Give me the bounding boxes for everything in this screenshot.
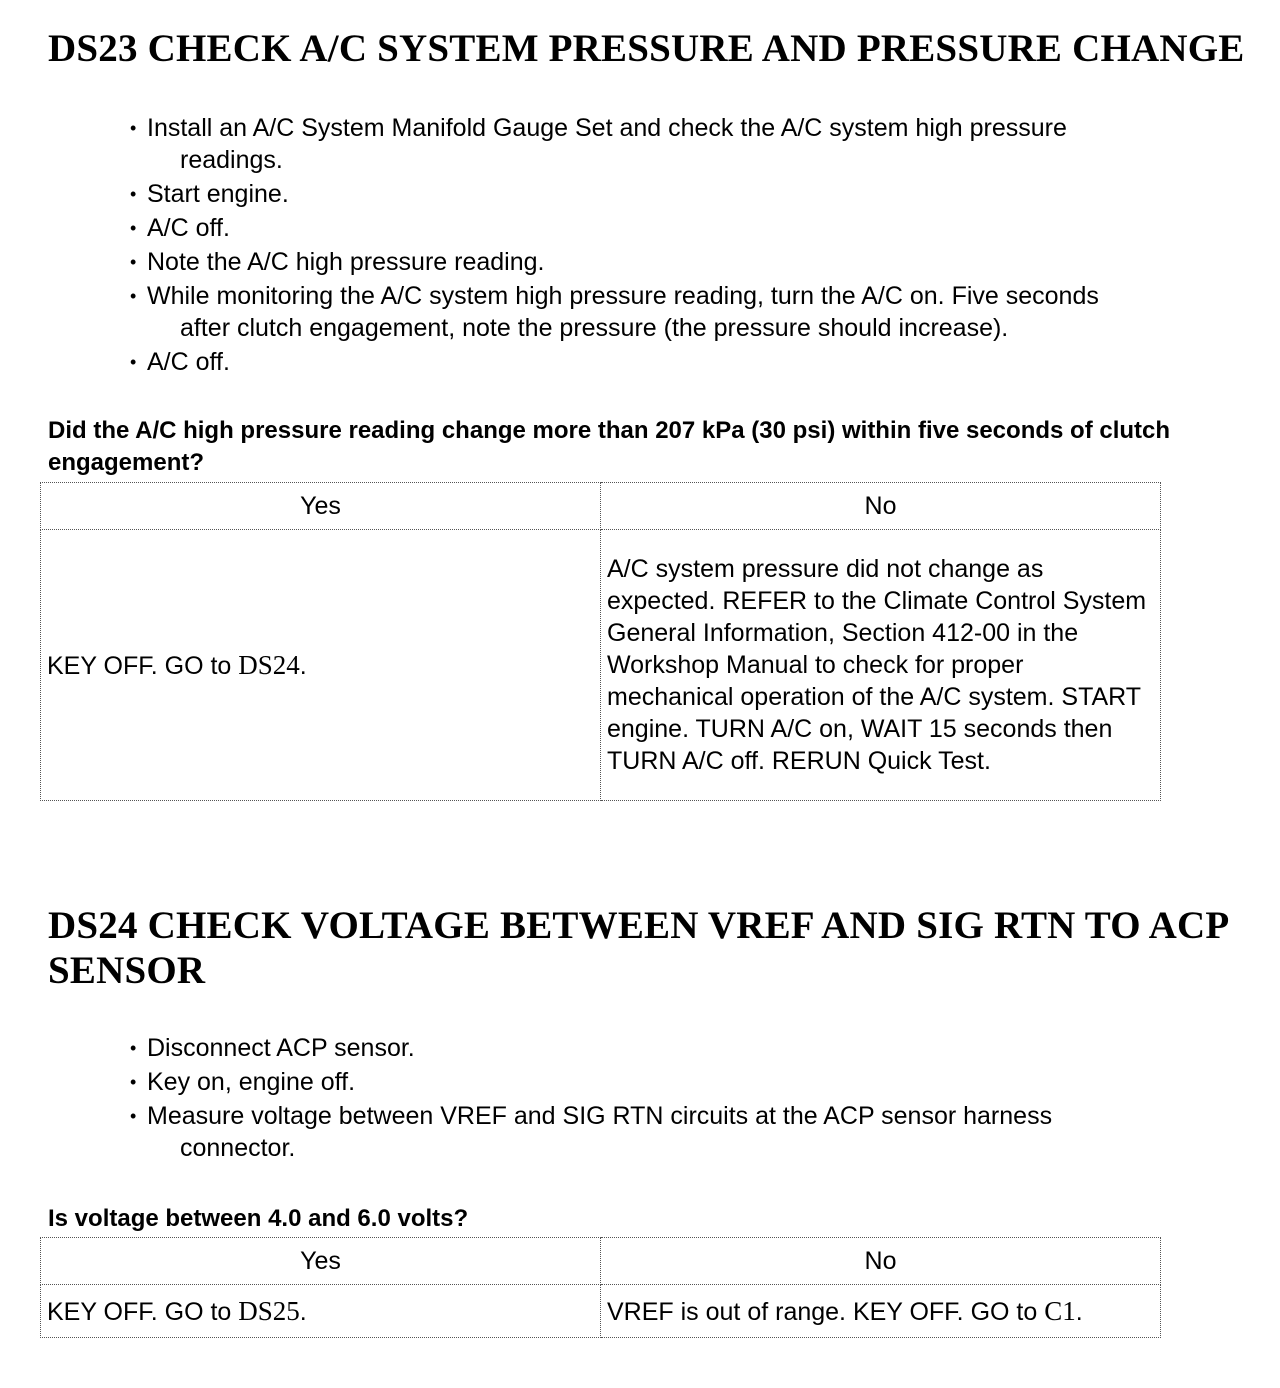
table-row xyxy=(41,1285,1161,1338)
ds24-section xyxy=(48,903,1248,1343)
ds24-steps-list xyxy=(130,1032,1240,1164)
yes-header: Yes xyxy=(41,483,601,530)
ds24-title: DS24 CHECK VOLTAGE BETWEEN VREF AND SIG RTN TO ACP SENSOR xyxy=(48,904,1228,992)
bullet-icon: • xyxy=(130,218,137,238)
ds23-steps-list xyxy=(130,112,1240,378)
yes-cell: KEY OFF. GO to DS24. xyxy=(41,530,601,801)
no-header: No xyxy=(601,483,1161,530)
list-item: • Start engine. xyxy=(130,180,289,208)
ds23-title: DS23 CHECK A/C SYSTEM PRESSURE AND PRESSURE CHANGE xyxy=(48,27,1245,70)
ds23-result-table xyxy=(40,482,1161,801)
list-item: • Install an A/C System Manifold Gauge Set and check the A/C system high pressure readings. xyxy=(130,114,1067,174)
list-item: • A/C off. xyxy=(130,214,230,242)
step-reference: DS25 xyxy=(238,1295,300,1326)
list-item: • Key on, engine off. xyxy=(130,1068,356,1096)
yes-header: Yes xyxy=(41,1238,601,1285)
ds23-question: Did the A/C high pressure reading change more than 207 kPa (30 psi) within five seconds of clutch engagement? xyxy=(48,417,1171,476)
bullet-icon: • xyxy=(130,252,137,272)
list-item: • Disconnect ACP sensor. xyxy=(130,1034,415,1062)
bullet-icon: • xyxy=(130,1038,137,1058)
bullet-icon: • xyxy=(130,184,137,204)
step-reference: C1 xyxy=(1044,1295,1076,1326)
bullet-icon: • xyxy=(130,352,137,372)
list-item: • While monitoring the A/C system high pressure reading, turn the A/C on. Five seconds after clutch engagement, note the pressure (the pressure should increase). xyxy=(130,282,1099,342)
ds24-result-table xyxy=(40,1237,1161,1338)
ds23-section xyxy=(48,26,1248,816)
table-header-row xyxy=(41,483,1161,530)
yes-cell: KEY OFF. GO to DS25. xyxy=(41,1285,601,1338)
list-item: • Note the A/C high pressure reading. xyxy=(130,248,545,276)
bullet-icon: • xyxy=(130,118,137,138)
bullet-icon: • xyxy=(130,1072,137,1092)
no-cell: VREF is out of range. KEY OFF. GO to C1. xyxy=(601,1285,1161,1338)
ds24-question: Is voltage between 4.0 and 6.0 volts? xyxy=(48,1205,469,1232)
bullet-icon: • xyxy=(130,286,137,306)
table-row xyxy=(41,530,1161,801)
bullet-icon: • xyxy=(130,1106,137,1126)
no-cell: A/C system pressure did not change as expected. REFER to the Climate Control System General Information, Section 412-00 in the Workshop Manual to check for proper mechanical operation of the A/C system. START engine. TURN A/C on, WAIT 15 seconds then TURN A/C off. RERUN Quick Test. xyxy=(601,530,1161,801)
no-header: No xyxy=(601,1238,1161,1285)
step-reference: DS24 xyxy=(238,649,300,680)
list-item: • Measure voltage between VREF and SIG RTN circuits at the ACP sensor harness connector. xyxy=(130,1102,1053,1162)
table-header-row xyxy=(41,1238,1161,1285)
list-item: • A/C off. xyxy=(130,348,230,376)
